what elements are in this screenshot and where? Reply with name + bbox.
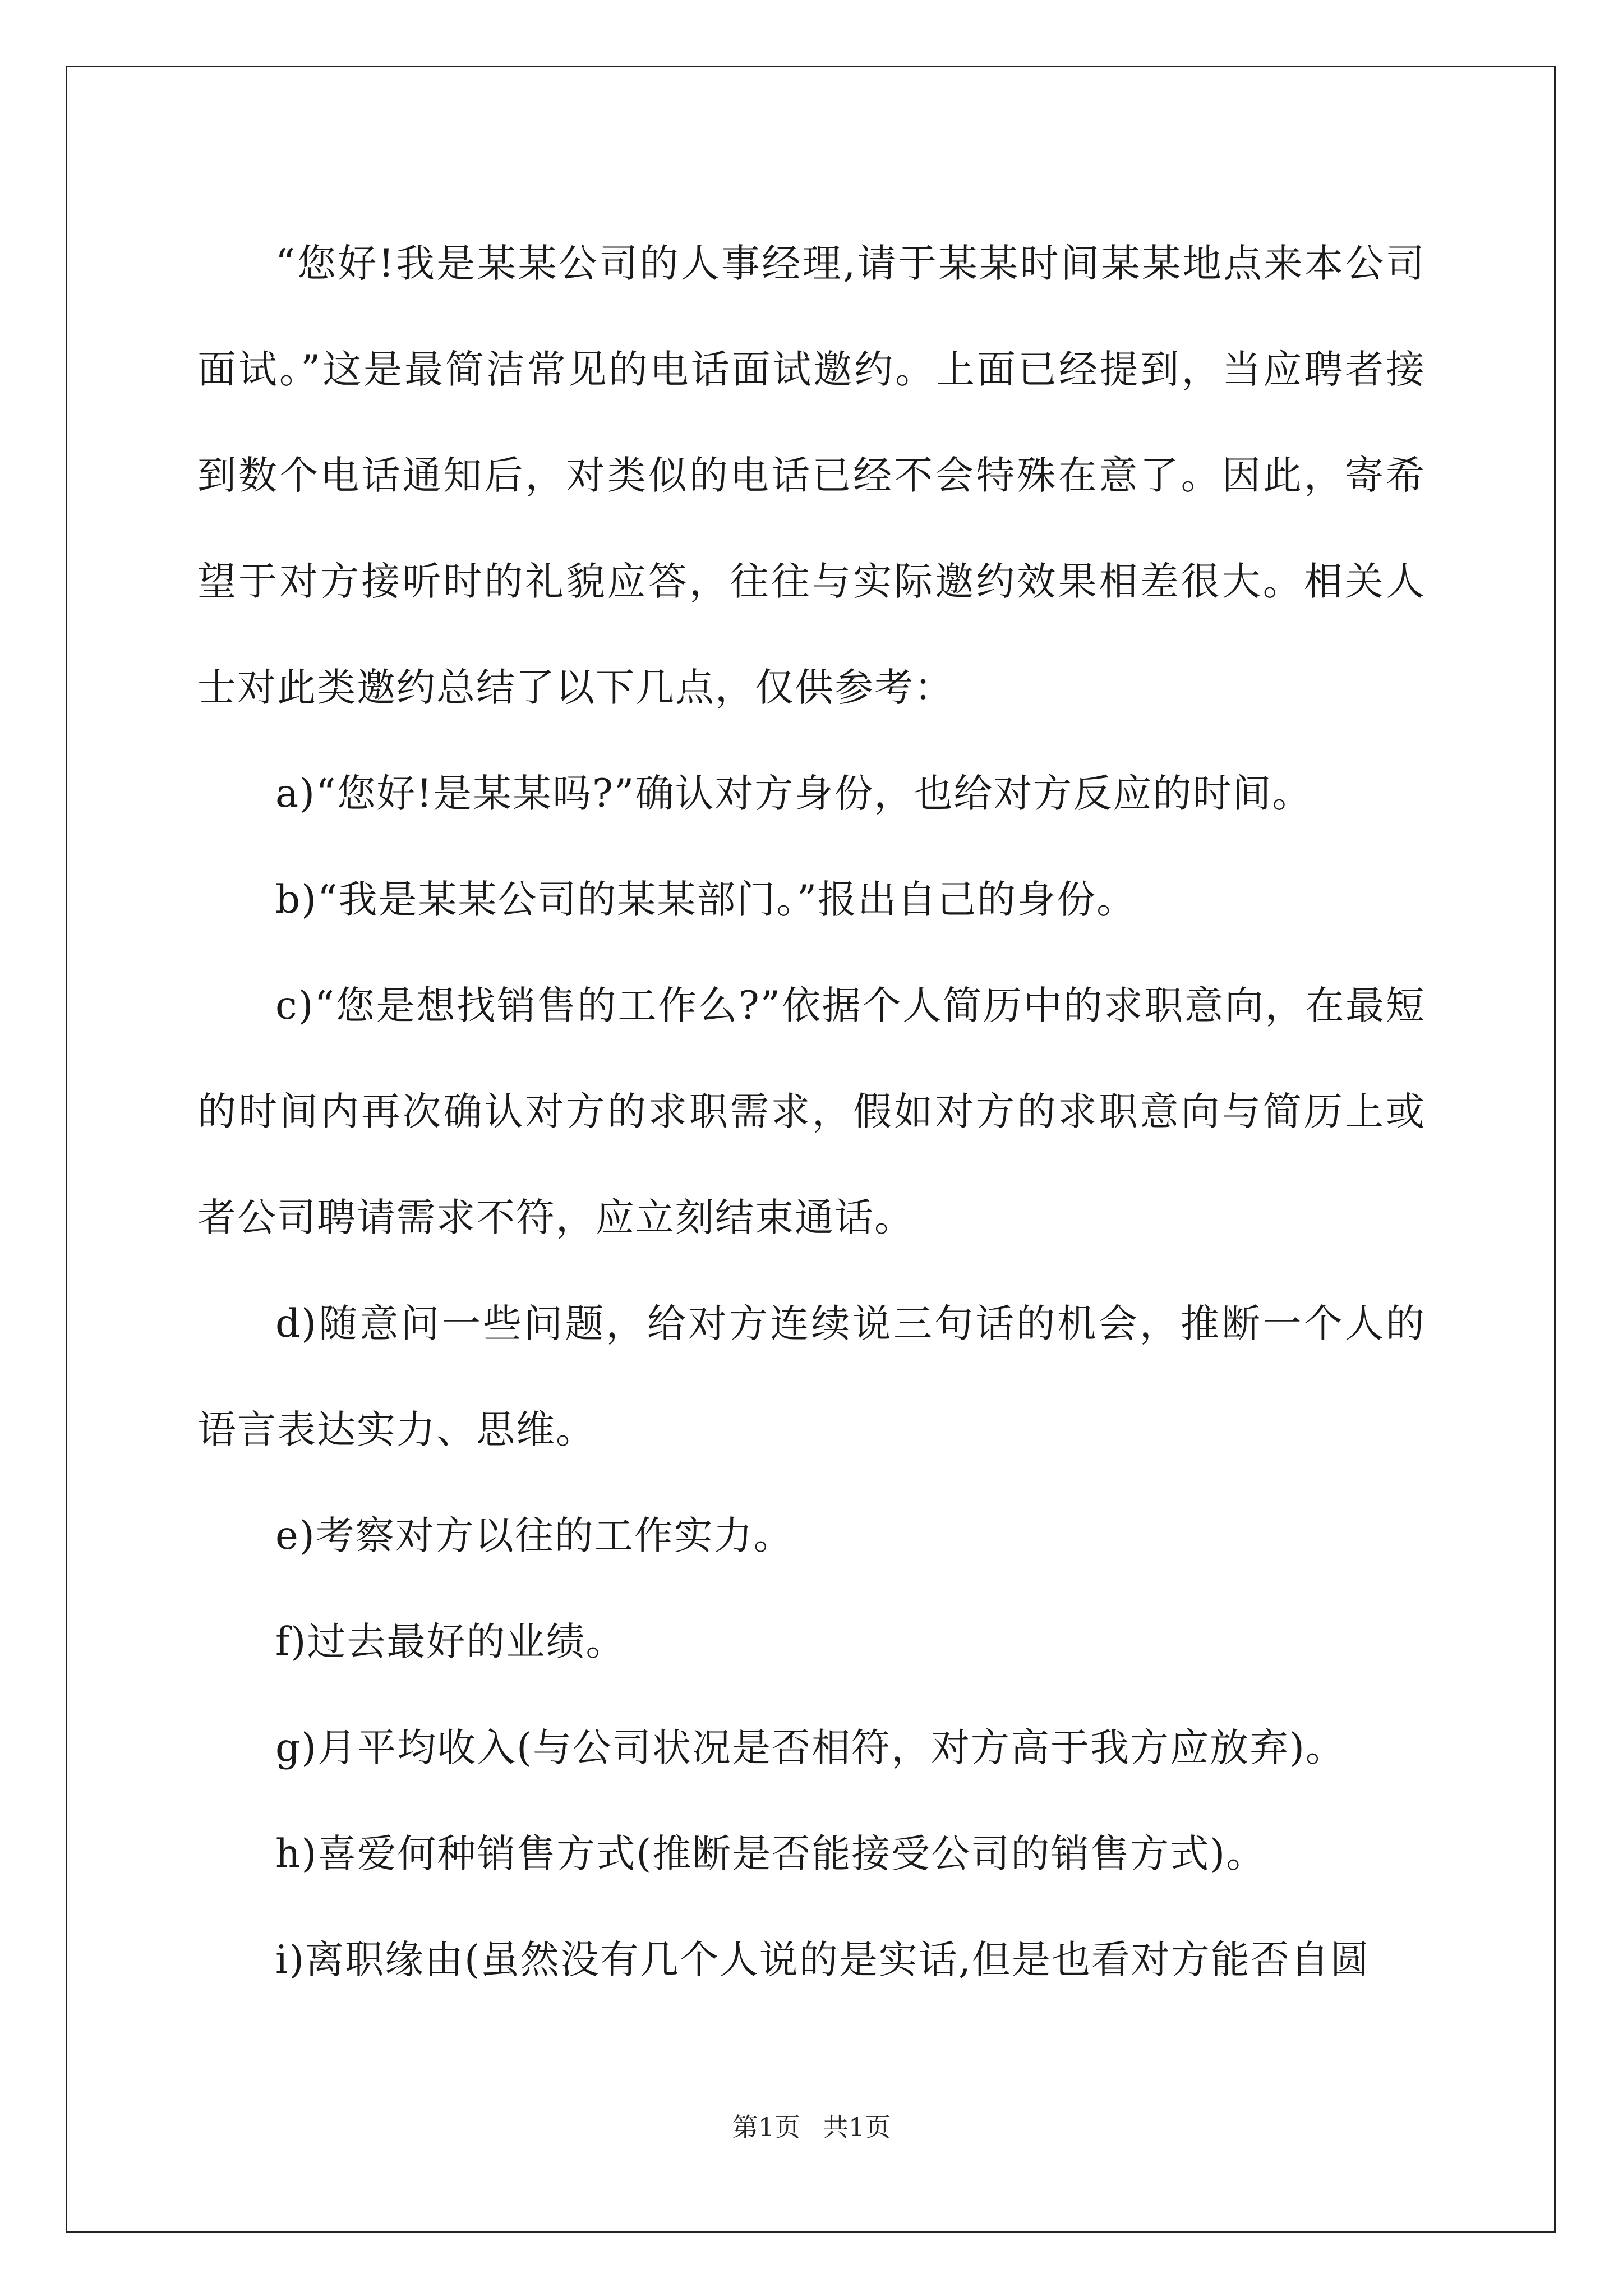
paragraph-intro: “您好!我是某某公司的人事经理,请于某某时间某某地点来本公司面试。”这是最简洁常见的电话面试邀约。上面已经提到，当应聘者接到数个电话通知后，对类似的电话已经不会特殊在意了。因此，寄希望于对方接听时的礼貌应答，往往与实际邀约效果相差很大。相关人士对此类邀约总结了以下几点，仅供参考： — [197, 241, 1426, 710]
paragraph-item-h: h)喜爱何种销售方式(推断是否能接受公司的销售方式)。 — [275, 1832, 1266, 1876]
paragraph-item-a: a)“您好!是某某吗?”确认对方身份，也给对方反应的时间。 — [275, 771, 1312, 816]
paragraph-item-b: b)“我是某某公司的某某部门。”报出自己的身份。 — [275, 877, 1137, 922]
paragraph-item-f: f)过去最好的业绩。 — [275, 1619, 626, 1664]
paragraph-item-d: d)随意问一些问题，给对方连续说三句话的机会，推断一个人的语言表达实力、思维。 — [197, 1301, 1426, 1452]
paragraph-item-i: i)离职缘由(虽然没有几个人说的是实话,但是也看对方能否自圆 — [275, 1938, 1370, 1982]
document-body — [197, 211, 1426, 2013]
paragraph-item-g: g)月平均收入(与公司状况是否相符，对方高于我方应放弃)。 — [275, 1726, 1345, 1770]
paragraph-item-e: e)考察对方以往的工作实力。 — [275, 1513, 794, 1558]
page-footer — [0, 2110, 1623, 2144]
page-number-total: 共1页 — [823, 2112, 891, 2142]
paragraph-item-c: c)“您是想找销售的工作么?”依据个人简历中的求职意向，在最短的时间内再次确认对方的求职需求，假如对方的求职意向与简历上或者公司聘请需求不符，应立刻结束通话。 — [197, 983, 1426, 1240]
page-number-current: 第1页 — [732, 2112, 800, 2142]
